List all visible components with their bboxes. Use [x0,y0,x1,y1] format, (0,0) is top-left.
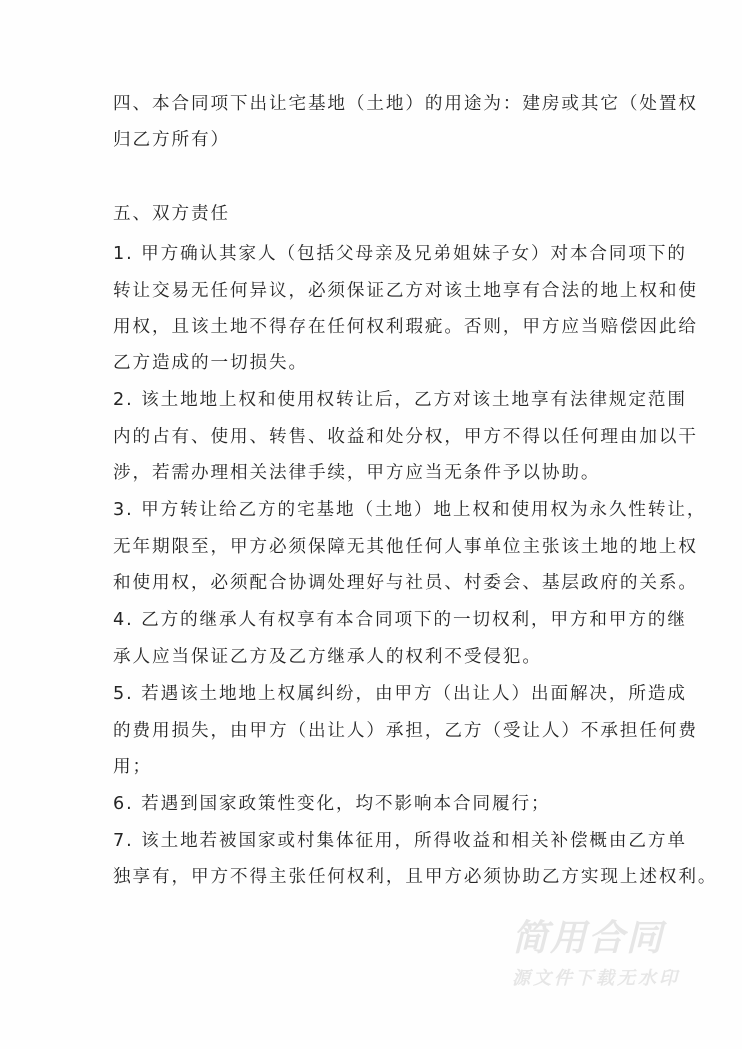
clause-5-line: 的费用损失，由甲方（出让人）承担，乙方（受让人）不承担任何费 [113,721,698,741]
section4-line: 四、本合同项下出让宅基地（土地）的用途为：建房或其它（处置权 [113,94,698,114]
clause-1-line: 乙方造成的一切损失。 [113,353,308,373]
clause-2-line: 2. 该土地地上权和使用权转让后，乙方对该土地享有法律规定范围 [113,390,687,410]
watermark-title: 简用合同 [512,918,665,959]
clause-2-line: 涉，若需办理相关法律手续，甲方应当无条件予以协助。 [113,463,601,483]
clause-2-line: 内的占有、使用、转售、收益和处分权，甲方不得以任何理由加以干 [113,427,698,447]
clause-3-line: 无年期限至，甲方必须保障无其他任何人事单位主张该土地的地上权 [113,537,698,557]
section5-heading: 五、双方责任 [113,204,230,224]
clause-5-line: 5. 若遇该土地地上权属纠纷，由甲方（出让人）出面解决，所造成 [113,684,687,704]
clause-1-line: 1. 甲方确认其家人（包括父母亲及兄弟姐妹子女）对本合同项下的 [113,244,687,264]
clause-4-line: 4. 乙方的继承人有权享有本合同项下的一切权利，甲方和甲方的继 [113,610,687,630]
watermark-subtitle: 源文件下载无水印 [512,968,680,989]
watermark [512,918,712,992]
clause-3-line: 和使用权，必须配合协调处理好与社员、村委会、基层政府的关系。 [113,573,698,593]
section4-line: 归乙方所有） [113,130,230,150]
clause-1-line: 用权，且该土地不得存在任何权利瑕疵。否则，甲方应当赔偿因此给 [113,317,698,337]
clause-6-line: 6. 若遇到国家政策性变化，均不影响本合同履行； [113,794,551,814]
clause-7-line: 独享有，甲方不得主张任何权利，且甲方必须协助乙方实现上述权利。 [113,867,718,887]
clause-1-line: 转让交易无任何异议，必须保证乙方对该土地享有合法的地上权和使 [113,281,698,301]
clause-5-line: 用； [113,757,152,777]
clause-3-line: 3. 甲方转让给乙方的宅基地（土地）地上权和使用权为永久性转让， [113,500,707,520]
clause-4-line: 承人应当保证乙方及乙方继承人的权利不受侵犯。 [113,647,542,667]
clause-7-line: 7. 该土地若被国家或村集体征用，所得收益和相关补偿概由乙方单 [113,831,687,851]
